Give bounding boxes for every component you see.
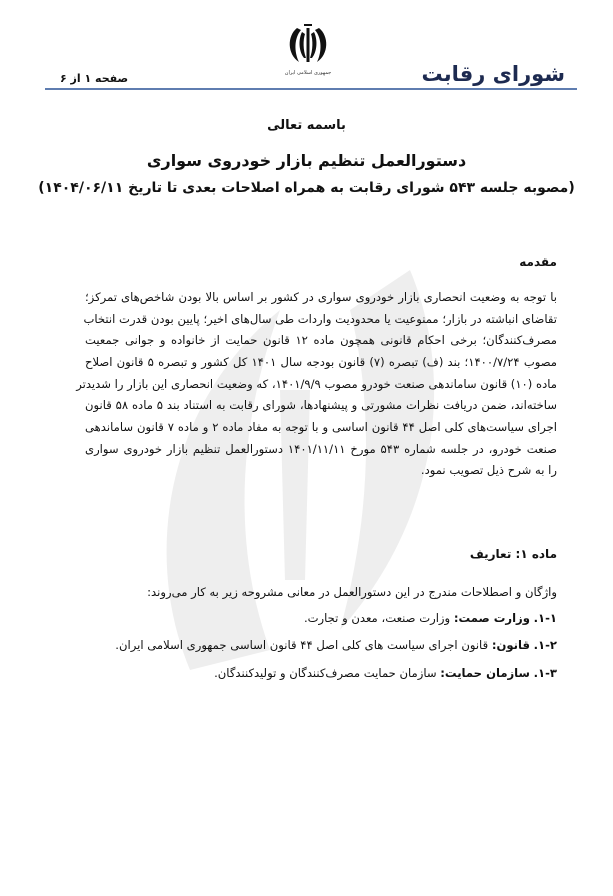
paragraph-line: مصرف‌کنندگان؛ برخی احکام قانونی همچون ماده ۱۲ قانون حمایت از خانواده و جوانی جمعیت xyxy=(85,333,557,347)
header-divider xyxy=(45,88,577,90)
definition-term: قانون: xyxy=(491,638,530,652)
definition-item xyxy=(214,666,557,680)
definition-item xyxy=(304,611,557,625)
intro-heading: مقدمه xyxy=(519,255,557,269)
definition-number: ۱-۱. xyxy=(533,611,557,625)
definition-text: سازمان حمایت مصرف‌کنندگان و تولیدکنندگان. xyxy=(214,666,437,680)
document-subtitle: (مصوبه جلسه ۵۴۳ شورای رقابت به همراه اصلاحات بعدی تا تاریخ ۱۴۰۴/۰۶/۱۱) xyxy=(38,180,575,196)
definition-item xyxy=(115,638,557,652)
brand-title: شورای رقابت xyxy=(421,62,565,86)
paragraph-line: را به شرح ذیل تصویب نمود. xyxy=(420,463,557,477)
paragraph-line: صنعت خودرو، در جلسه شماره ۵۴۳ مورخ ۱۴۰۱/۱۱/۱۱ دستورالعمل تنظیم بازار خودروی سواری xyxy=(85,442,558,456)
definition-text: وزارت صنعت، معدن و تجارت. xyxy=(303,611,451,625)
iran-emblem-logo xyxy=(285,22,331,66)
invocation: باسمه تعالی xyxy=(267,118,346,133)
paragraph-line: مصوب ۱۴۰۰/۷/۲۴؛ بند (ف) تبصره (۷) قانون بودجه سال ۱۴۰۱ کل کشور و تبصره ۵ قانون اصلاح xyxy=(85,355,557,369)
logo-caption: جمهوری اسلامی ایران xyxy=(284,70,332,76)
definition-term: وزارت صمت: xyxy=(453,611,530,625)
definition-text: قانون اجرای سیاست های کلی اصل ۴۴ قانون اساسی جمهوری اسلامی ایران. xyxy=(115,638,489,652)
paragraph-line: تقاضای انباشته در بازار؛ ممنوعیت یا محدودیت واردات طی سال‌های اخیر؛ پایین بودن قدرت انتخاب xyxy=(83,312,557,326)
definition-number: ۱-۲. xyxy=(533,638,557,652)
document-title: دستورالعمل تنظیم بازار خودروی سواری xyxy=(146,151,467,170)
page-number: صفحه ۱ از ۶ xyxy=(60,72,129,85)
paragraph-line: با توجه به وضعیت انحصاری بازار خودروی سواری در کشور بر اساس بالا بودن شاخص‌های تمرکز؛ xyxy=(85,290,557,304)
article-1-heading: ماده ۱: تعاریف xyxy=(469,547,557,561)
paragraph-line: ساخته‌اند، ضمن دریافت نظرات مشورتی و پیشنهادها، شورای رقابت به استناد بند ۵ ماده ۵۸ قانون xyxy=(85,398,557,412)
article-1-lead: واژگان و اصطلاحات مندرج در این دستورالعمل در معانی مشروحه زیر به کار می‌روند: xyxy=(147,585,557,599)
definition-term: سازمان حمایت: xyxy=(440,666,530,680)
paragraph-line: ماده (۱۰) قانون ساماندهی صنعت خودرو مصوب ۱۴۰۱/۹/۹، که وضعیت انحصاری این بازار را شدیدتر xyxy=(76,377,557,391)
definition-number: ۱-۳. xyxy=(533,666,557,680)
paragraph-line: اجرای سیاست‌های کلی اصل ۴۴ قانون اساسی و با توجه به مفاد ماده ۲ و ماده ۷ قانون ساماندهی xyxy=(85,420,558,434)
